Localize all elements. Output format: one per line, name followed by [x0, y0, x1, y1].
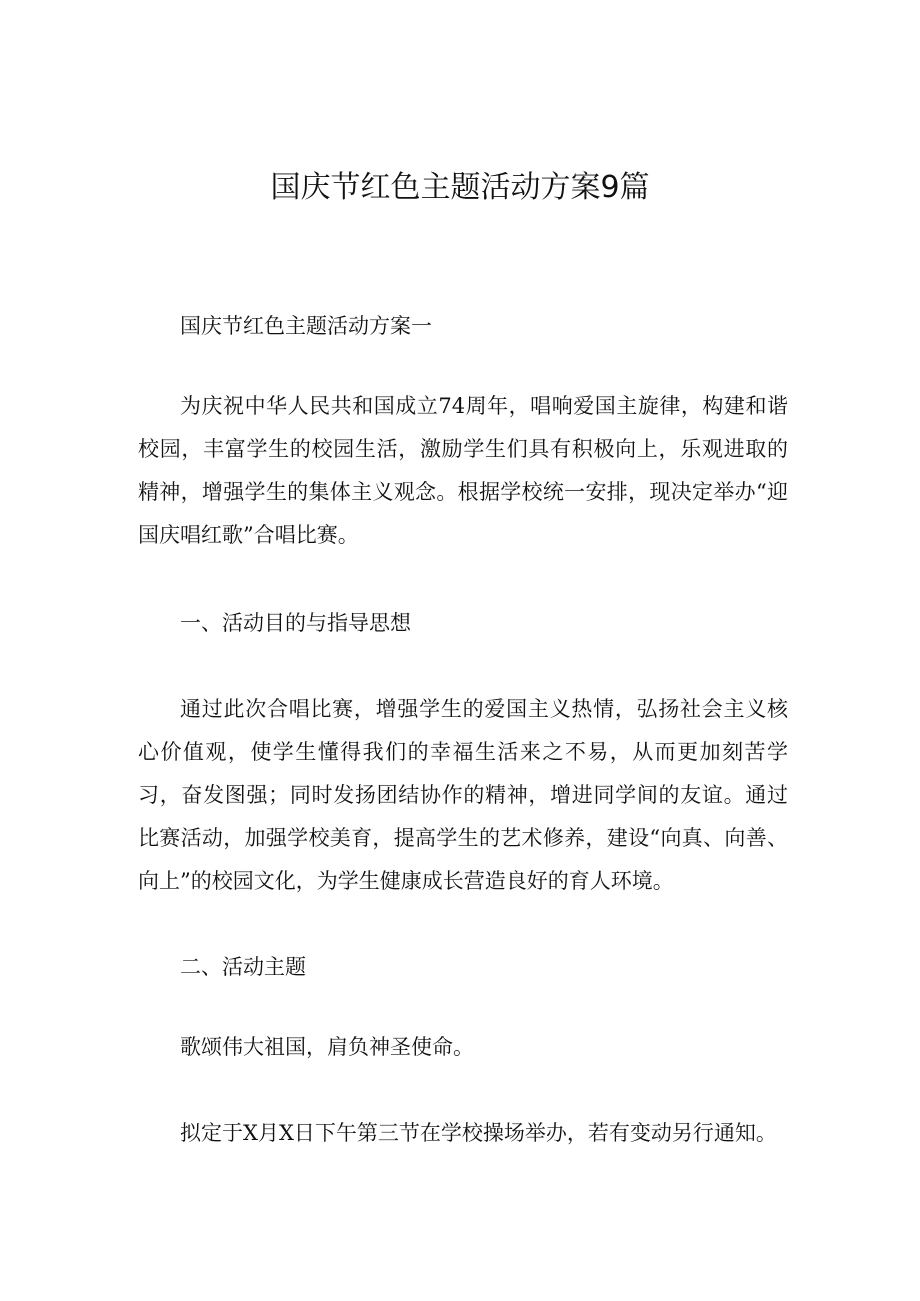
section-heading-purpose: 一、活动目的与指导思想	[180, 611, 411, 635]
theme-paragraph: 歌颂伟大祖国，肩负神圣使命。	[180, 1035, 474, 1059]
intro-paragraph: 为庆祝中华人民共和国成立74周年，唱响爱国主旋律，构建和谐校园，丰富学生的校园生活，激励学生们具有积极向上，乐观进取的精神，增强学生的集体主义观念。根据学校统一安排，现决定举办“迎国庆唱红歌”合唱比赛。	[138, 394, 788, 547]
schedule-paragraph: 拟定于X月X日下午第三节在学校操场举办，若有变动另行通知。	[180, 1121, 777, 1145]
plan-subtitle: 国庆节红色主题活动方案一	[180, 314, 432, 338]
section-heading-theme: 二、活动主题	[180, 955, 306, 979]
document-title: 国庆节红色主题活动方案9篇	[270, 170, 650, 205]
purpose-paragraph: 通过此次合唱比赛，增强学生的爱国主义热情，弘扬社会主义核心价值观，使学生懂得我们的幸福生活来之不易，从而更加刻苦学习，奋发图强；同时发扬团结协作的精神，增进同学间的友谊。通过比赛活动，加强学校美育，提高学生的艺术修养，建设“向真、向善、向上”的校园文化，为学生健康成长营造良好的育人环境。	[138, 697, 788, 893]
